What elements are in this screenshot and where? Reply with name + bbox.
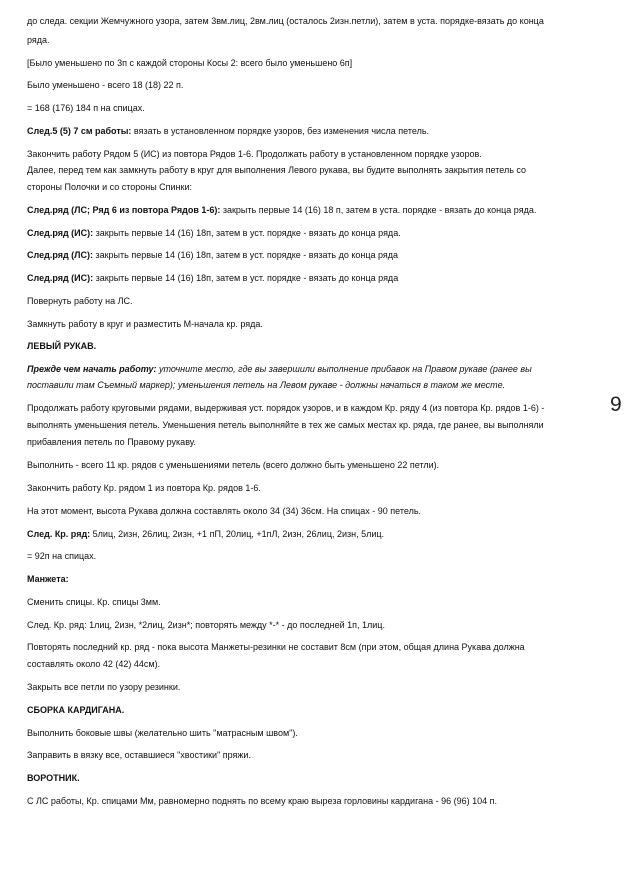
text-run: След. Кр. ряд: — [27, 529, 93, 539]
text-run: След.ряд (ИС): — [27, 228, 96, 238]
text-line — [27, 796, 497, 807]
text-line — [27, 529, 384, 540]
text-run: ряда. — [27, 35, 50, 45]
text-run: вязать в установленном порядке узоров, без изменения числа петель. — [133, 126, 430, 136]
text-line — [27, 574, 69, 585]
text-line — [27, 551, 96, 562]
text-line — [27, 483, 261, 494]
text-line — [27, 182, 192, 193]
text-line — [27, 228, 401, 239]
text-line — [27, 341, 96, 352]
text-line — [27, 149, 482, 160]
text-run: Сменить спицы. Кр. спицы 3мм. — [27, 597, 161, 607]
text-run: Манжета: — [27, 574, 69, 584]
text-line — [27, 250, 398, 261]
text-line — [27, 126, 429, 137]
text-line — [27, 420, 544, 431]
text-run: Закрыть все петли по узору резинки. — [27, 682, 181, 692]
text-run: Повторять последний кр. ряд - пока высота Манжеты-резинки не составит 8см (при этом, общая длина Рукава должна — [27, 642, 525, 652]
text-line — [27, 642, 525, 653]
text-line — [27, 728, 298, 739]
text-line — [27, 364, 532, 375]
text-run: Выполнить боковые швы (желательно шить "матрасным швом"). — [27, 728, 298, 738]
text-line — [27, 403, 544, 414]
text-run: След.5 (5) 7 см работы: — [27, 126, 134, 136]
text-run: закрыть первые 14 (16) 18п, затем в уст. порядке - вязать до конца ряда — [95, 273, 399, 283]
text-line — [27, 165, 526, 176]
text-run: закрыть первые 14 (16) 18п, затем в уст. порядке - вязать до конца ряда — [95, 250, 399, 260]
text-run: составлять около 42 (42) 44см). — [27, 659, 161, 669]
text-run: Далее, перед тем как замкнуть работу в круг для выполнения Левого рукава, вы будите выполнять закрытия петель со — [27, 165, 527, 175]
text-line — [27, 296, 133, 307]
text-run: Закончить работу Кр. рядом 1 из повтора Кр. рядов 1-6. — [27, 483, 261, 493]
text-run: След. Кр. ряд: 1лиц, 2изн, *2лиц, 2изн*; повторять между *-* - до последней 1п, 1лиц. — [27, 620, 385, 630]
text-line — [27, 35, 50, 46]
text-run: уточните место, где вы завершили выполнение прибавок на Правом рукаве (ранее вы — [156, 364, 532, 374]
text-run: След.ряд (ЛС; Ряд 6 из повтора Рядов 1-6): — [27, 205, 223, 215]
text-line — [27, 273, 398, 284]
text-line — [27, 659, 160, 670]
text-line — [27, 460, 439, 471]
text-run: Повернуть работу на ЛС. — [27, 296, 133, 306]
text-run: Прежде чем начать работу: — [27, 364, 157, 374]
text-run: закрыть первые 14 (16) 18п, затем в уст. порядке - вязать до конца ряда. — [95, 228, 401, 238]
text-run: = 92п на спицах. — [27, 551, 97, 561]
text-line — [27, 750, 251, 761]
text-run: закрыть первые 14 (16) 18 п, затем в уста. порядке - вязать до конца ряда. — [222, 205, 537, 215]
text-line — [27, 773, 80, 784]
text-line — [27, 16, 544, 27]
text-line — [27, 597, 161, 608]
text-run: На этот момент, высота Рукава должна составлять около 34 (34) 36см. На спицах - 90 петель. — [27, 506, 422, 516]
text-line — [27, 319, 263, 330]
text-run: Выполнить - всего 11 кр. рядов с уменьшениями петель (всего должно быть уменьшено 22 петли). — [27, 460, 440, 470]
text-run: Заправить в вязку все, оставшиеся "хвостики" пряжи. — [27, 750, 251, 760]
text-run: СБОРКА КАРДИГАНА. — [27, 705, 125, 715]
text-run: прибавления петель по Правому рукаву. — [27, 437, 196, 447]
page-number: 9 — [610, 393, 622, 416]
text-run: След.ряд (ЛС): — [27, 250, 96, 260]
text-run: поставили там Съемный маркер); уменьшения петель на Левом рукаве - должны начаться в таком же месте. — [27, 380, 506, 390]
text-run: до следа. секции Жемчужного узора, затем 3вм.лиц, 2вм.лиц (осталось 2изн.петли), затем в уста. порядке-вязать до конца — [27, 16, 544, 26]
text-line — [27, 437, 196, 448]
text-line — [27, 705, 124, 716]
text-line — [27, 205, 536, 216]
text-run: С ЛС работы, Кр. спицами Мм, равномерно поднять по всему краю выреза горловины кардигана - 96 (96) 104 п. — [27, 796, 498, 806]
text-line — [27, 58, 352, 69]
text-run: выполнять уменьшения петель. Уменьшения петель выполняйте в тех же самых местах кр. ряда, где ранее, вы выполняли — [27, 420, 544, 430]
text-line — [27, 620, 385, 631]
text-run: Замкнуть работу в круг и разместить М-начала кр. ряда. — [27, 319, 263, 329]
text-line — [27, 506, 421, 517]
text-run: ВОРОТНИК. — [27, 773, 80, 783]
text-run: Было уменьшено - всего 18 (18) 22 п. — [27, 80, 184, 90]
text-run: ЛЕВЫЙ РУКАВ. — [27, 341, 97, 351]
text-run: След.ряд (ИС): — [27, 273, 96, 283]
text-line — [27, 682, 180, 693]
text-line — [27, 103, 145, 114]
text-run: Закончить работу Рядом 5 (ИС) из повтора Рядов 1-6. Продолжать работу в установленном порядке узоров. — [27, 149, 482, 159]
text-run: 5лиц, 2изн, 26лиц, 2изн, +1 пП, 20лиц, +1пЛ, 2изн, 26лиц, 2изн, 5лиц. — [92, 529, 385, 539]
text-line — [27, 380, 505, 391]
text-line — [27, 80, 183, 91]
text-run: = 168 (176) 184 п на спицах. — [27, 103, 145, 113]
text-run: Продолжать работу круговыми рядами, выдерживая уст. порядок узоров, и в каждом Кр. ряду 4 (из повтора Кр. рядов 1-6) - — [27, 403, 545, 413]
text-run: [Было уменьшено по 3п с каждой стороны Косы 2: всего было уменьшено 6п] — [27, 58, 353, 68]
text-run: стороны Полочки и со стороны Спинки: — [27, 182, 193, 192]
